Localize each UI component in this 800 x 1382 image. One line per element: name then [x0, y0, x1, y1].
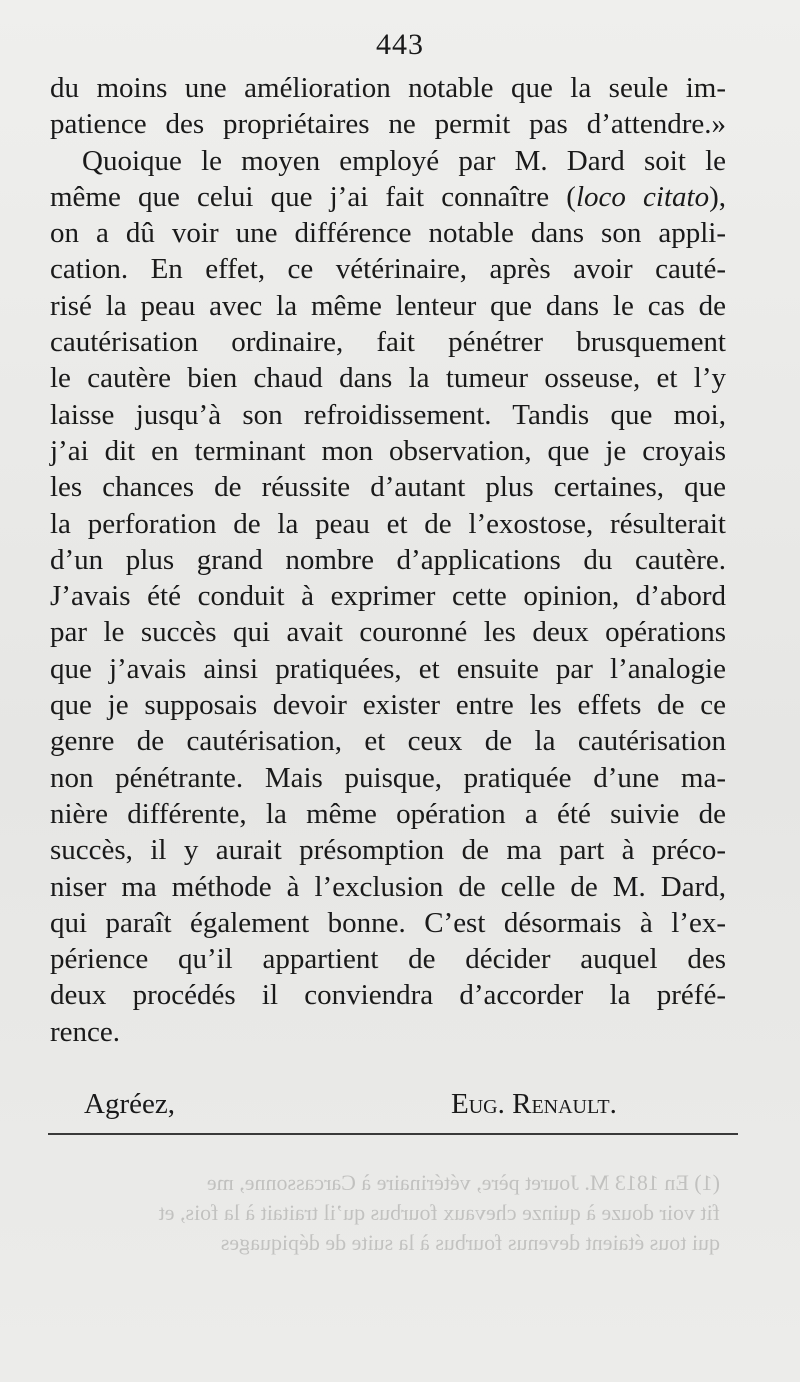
bleed-line: fit voir douze à quinze chevaux fourbus qu’il traitait à la fois, et: [158, 1200, 720, 1225]
text-line: les chances de réussite d’autant plus certaines, que: [50, 471, 726, 504]
text-line: le cautère bien chaud dans la tumeur osseuse, et l’y: [50, 362, 726, 395]
signature-block: [84, 1088, 684, 1124]
text-line: on a dû voir une différence notable dans son appli-: [50, 217, 726, 250]
text-line: succès, il y aurait présomption de ma part à préco-: [50, 834, 726, 867]
footnote-separator: [48, 1133, 738, 1135]
page-number: 443: [376, 28, 424, 61]
closing-salutation: Agréez,: [84, 1088, 175, 1120]
text-line: non pénétrante. Mais puisque, pratiquée d’une ma-: [50, 761, 726, 794]
text-line: par le succès qui avait couronné les deux opérations: [50, 616, 726, 649]
text-line: d’un plus grand nombre d’applications du cautère.: [50, 543, 726, 576]
bleed-through-text: [60, 1168, 720, 1258]
text-line: qui paraît également bonne. C’est désormais à l’ex-: [50, 906, 726, 939]
text-line: rence.: [50, 1015, 121, 1048]
body-text: [50, 70, 726, 1050]
text-line: Quoique le moyen employé par M. Dard soit le: [82, 144, 726, 177]
text-line: J’avais été conduit à exprimer cette opinion, d’abord: [50, 580, 726, 613]
text-line: du moins une amélioration notable que la seule im-: [50, 72, 726, 104]
text-line: la perforation de la peau et de l’exostose, résulterait: [50, 507, 726, 540]
text-line: cautérisation ordinaire, fait pénétrer brusquement: [50, 326, 726, 359]
text-line: niser ma méthode à l’exclusion de celle de M. Dard,: [50, 870, 726, 903]
text-line: risé la peau avec la même lenteur que dans le cas de: [50, 289, 726, 322]
bleed-line: (1) En 1813 M. Jouret père, vétérinaire à Carcassonne, me: [206, 1170, 720, 1195]
text-line: patience des propriétaires ne permit pas d’attendre.»: [50, 108, 726, 141]
text-line: j’ai dit en terminant mon observation, que je croyais: [50, 434, 726, 467]
text-line: cation. En effet, ce vétérinaire, après avoir cauté-: [50, 253, 726, 286]
bleed-line: qui tous étaient devenus fourbus à la suite de dépiquages: [220, 1230, 720, 1255]
text-line: même que celui que j’ai fait connaître (loco citato),: [50, 180, 726, 213]
author-signature: Eug. Renault.: [451, 1088, 617, 1120]
text-line: périence qu’il appartient de décider auquel des: [50, 943, 726, 976]
text-line: genre de cautérisation, et ceux de la cautérisation: [50, 725, 726, 758]
text-line: nière différente, la même opération a été suivie de: [50, 797, 726, 830]
italic-citation: loco citato: [575, 180, 710, 213]
text-line: deux procédés il conviendra d’accorder la préfé-: [50, 979, 726, 1012]
text-line: que je supposais devoir exister entre les effets de ce: [50, 689, 726, 722]
text-line: laisse jusqu’à son refroidissement. Tandis que moi,: [50, 398, 726, 431]
text-line: que j’avais ainsi pratiquées, et ensuite par l’analogie: [50, 652, 726, 685]
